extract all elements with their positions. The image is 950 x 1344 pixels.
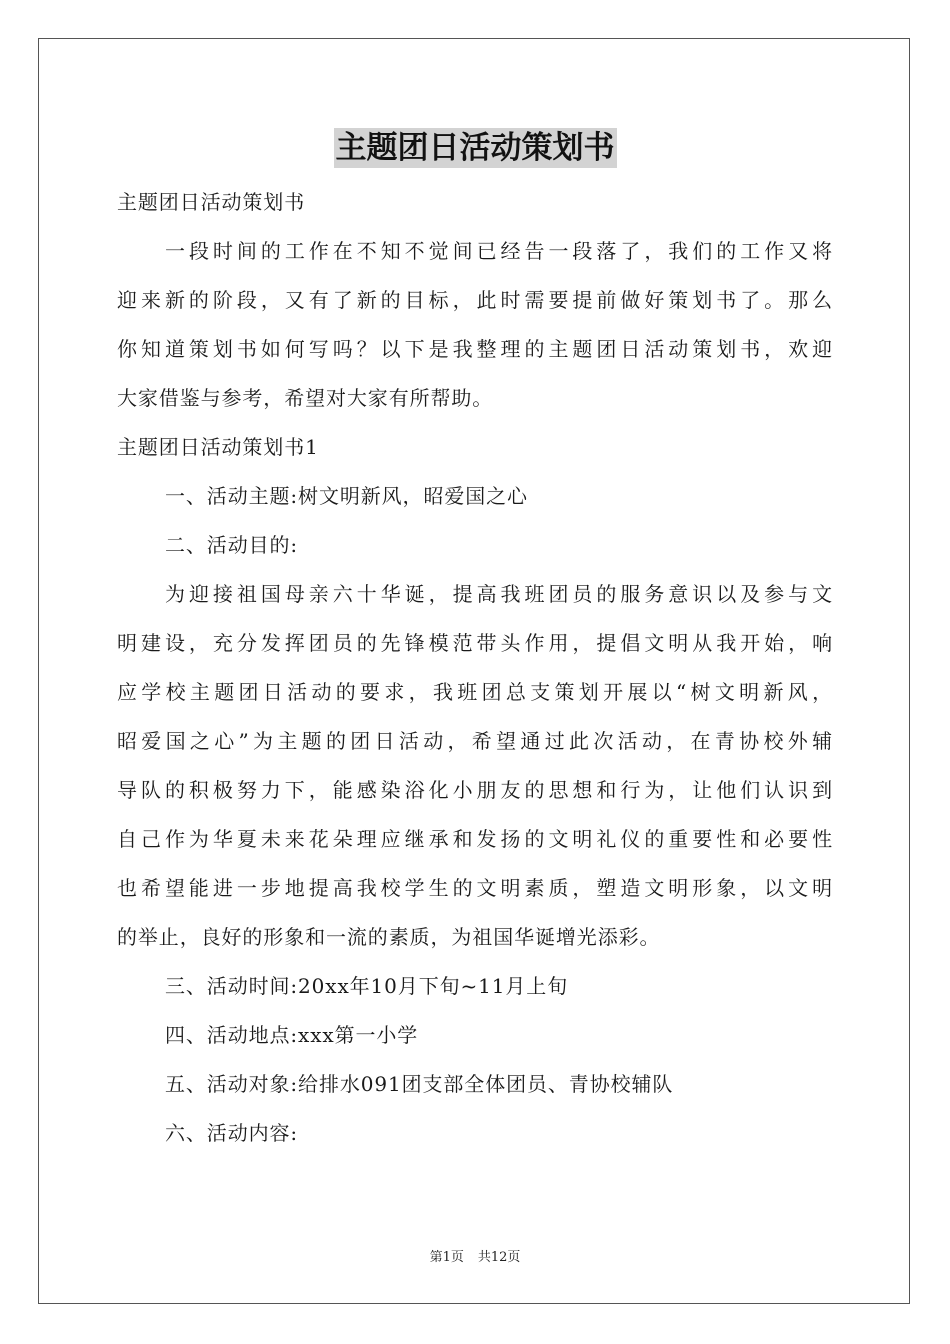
- purpose-line: 的举止，良好的形象和一流的素质，为祖国华诞增光添彩。: [117, 925, 661, 949]
- intro-line: 大家借鉴与参考，希望对大家有所帮助。: [117, 386, 494, 410]
- activity-content-heading: 六、活动内容:: [165, 1121, 299, 1145]
- document-title-block: [0, 128, 950, 168]
- intro-line: 你知道策划书如何写吗？以下是我整理的主题团日活动策划书，欢迎: [117, 337, 833, 361]
- purpose-line: 应学校主题团日活动的要求，我班团总支策划开展以“树文明新风，: [117, 680, 833, 704]
- purpose-line: 明建设，充分发挥团员的先锋模范带头作用，提倡文明从我开始，响: [117, 631, 833, 655]
- purpose-line: 也希望能进一步地提高我校学生的文明素质，塑造文明形象，以文明: [117, 876, 833, 900]
- purpose-line: 自己作为华夏未来花朵理应继承和发扬的文明礼仪的重要性和必要性: [117, 827, 833, 851]
- page-total: 共12页: [477, 1250, 521, 1265]
- page-footer: [0, 1246, 950, 1265]
- activity-time-line: 三、活动时间:20xx年10月下旬~11月上旬: [165, 974, 569, 998]
- activity-theme-line: 一、活动主题:树文明新风，昭爱国之心: [165, 484, 528, 508]
- activity-location-line: 四、活动地点:xxx第一小学: [165, 1023, 419, 1047]
- purpose-line: 为迎接祖国母亲六十华诞，提高我班团员的服务意识以及参与文: [165, 582, 833, 606]
- subtitle-line: 主题团日活动策划书: [117, 190, 306, 214]
- intro-line: 迎来新的阶段，又有了新的目标，此时需要提前做好策划书了。那么: [117, 288, 833, 312]
- intro-line: 一段时间的工作在不知不觉间已经告一段落了，我们的工作又将: [165, 239, 833, 263]
- activity-target-line: 五、活动对象:给排水091团支部全体团员、青协校辅队: [165, 1072, 674, 1096]
- activity-purpose-heading: 二、活动目的:: [165, 533, 299, 557]
- document-title: 主题团日活动策划书: [335, 130, 615, 166]
- purpose-line: 昭爱国之心”为主题的团日活动，希望通过此次活动，在青协校外辅: [117, 729, 833, 753]
- page-number: 第1页: [429, 1250, 464, 1265]
- section-heading: 主题团日活动策划书1: [117, 435, 319, 459]
- purpose-line: 导队的积极努力下，能感染浴化小朋友的思想和行为，让他们认识到: [117, 778, 833, 802]
- document-body: [117, 178, 833, 1158]
